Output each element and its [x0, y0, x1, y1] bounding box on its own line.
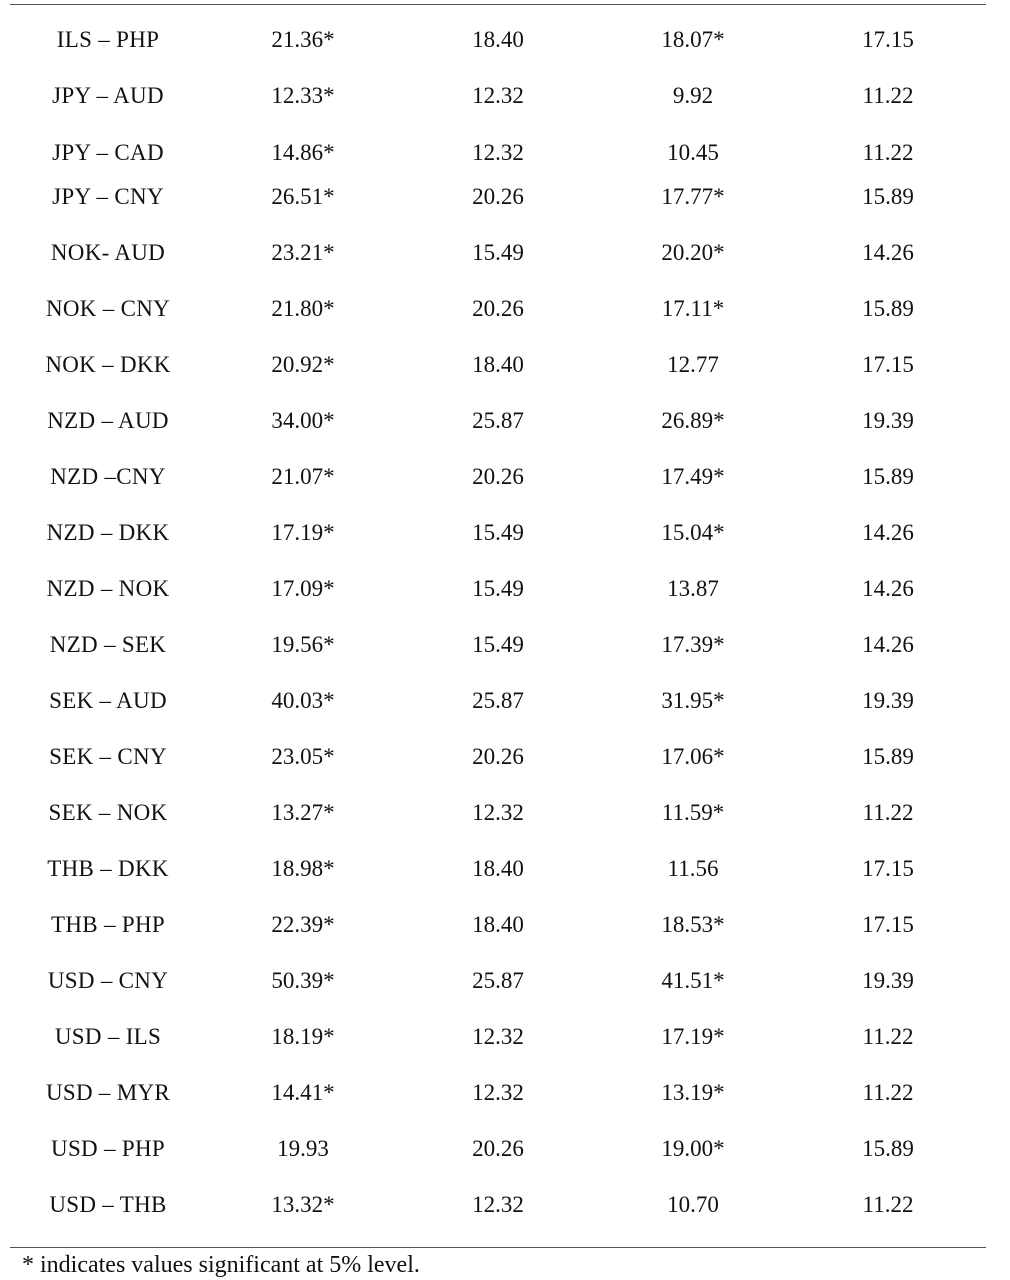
critical-value-1-cell: 12.32: [472, 1192, 524, 1217]
table-row: [0, 459, 1010, 495]
critical-value-2-cell: 11.22: [862, 1080, 914, 1105]
critical-value-2-cell: 19.39: [862, 968, 914, 993]
statistic-1-cell: 17.09*: [271, 576, 335, 601]
statistic-1-cell: 19.56*: [271, 632, 335, 657]
statistic-1-cell: 18.98*: [271, 856, 335, 881]
critical-value-1-cell: 12.32: [472, 800, 524, 825]
critical-value-1-cell: 12.32: [472, 1024, 524, 1049]
statistic-1-cell: 12.33*: [271, 83, 335, 108]
table-row: [0, 291, 1010, 327]
critical-value-1-cell: 12.32: [472, 140, 524, 165]
critical-value-2-cell: 17.15: [862, 27, 914, 52]
currency-pair-cell: SEK – AUD: [49, 688, 167, 713]
critical-value-1-cell: 15.49: [472, 576, 524, 601]
critical-value-2-cell: 15.89: [862, 184, 914, 209]
table-row: [0, 347, 1010, 383]
statistic-1-cell: 21.36*: [271, 27, 335, 52]
critical-value-1-cell: 20.26: [472, 184, 524, 209]
statistic-2-cell: 11.56: [667, 856, 719, 881]
significance-footnote: * indicates values significant at 5% level.: [22, 1252, 420, 1278]
statistic-2-cell: 9.92: [672, 83, 714, 108]
statistic-2-cell: 17.77*: [661, 184, 725, 209]
statistic-1-cell: 13.32*: [271, 1192, 335, 1217]
currency-pair-cell: NZD – NOK: [46, 576, 170, 601]
table-row: [0, 235, 1010, 271]
critical-value-1-cell: 20.26: [472, 296, 524, 321]
critical-value-1-cell: 25.87: [472, 408, 524, 433]
critical-value-1-cell: 20.26: [472, 464, 524, 489]
statistic-2-cell: 18.07*: [661, 27, 725, 52]
table-row: [0, 1019, 1010, 1055]
statistic-2-cell: 31.95*: [661, 688, 725, 713]
currency-pair-cell: NOK – CNY: [45, 296, 171, 321]
currency-pair-cell: NZD – SEK: [49, 632, 167, 657]
currency-pair-cell: NZD – DKK: [46, 520, 170, 545]
currency-pair-cell: ILS – PHP: [56, 27, 160, 52]
statistic-2-cell: 26.89*: [661, 408, 725, 433]
currency-pair-cell: USD – ILS: [54, 1024, 162, 1049]
statistic-2-cell: 20.20*: [661, 240, 725, 265]
statistic-2-cell: 13.19*: [661, 1080, 725, 1105]
critical-value-2-cell: 17.15: [862, 912, 914, 937]
critical-value-2-cell: 15.89: [862, 744, 914, 769]
statistic-1-cell: 22.39*: [271, 912, 335, 937]
statistic-1-cell: 14.86*: [271, 140, 335, 165]
table-row: [0, 1075, 1010, 1111]
statistic-2-cell: 18.53*: [661, 912, 725, 937]
statistic-1-cell: 21.07*: [271, 464, 335, 489]
table-row: [0, 22, 1010, 58]
critical-value-1-cell: 25.87: [472, 968, 524, 993]
statistic-1-cell: 20.92*: [271, 352, 335, 377]
table-row: [0, 403, 1010, 439]
statistic-2-cell: 17.19*: [661, 1024, 725, 1049]
currency-pair-cell: USD – THB: [49, 1192, 167, 1217]
statistic-2-cell: 15.04*: [661, 520, 725, 545]
statistic-1-cell: 19.93: [277, 1136, 329, 1161]
critical-value-2-cell: 14.26: [862, 576, 914, 601]
statistic-2-cell: 17.49*: [661, 464, 725, 489]
critical-value-2-cell: 11.22: [862, 83, 914, 108]
critical-value-2-cell: 15.89: [862, 296, 914, 321]
critical-value-2-cell: 14.26: [862, 632, 914, 657]
statistic-1-cell: 40.03*: [271, 688, 335, 713]
statistic-1-cell: 14.41*: [271, 1080, 335, 1105]
statistic-2-cell: 19.00*: [661, 1136, 725, 1161]
table-row: [0, 179, 1010, 215]
table-row: [0, 795, 1010, 831]
table-row: [0, 683, 1010, 719]
critical-value-2-cell: 15.89: [862, 1136, 914, 1161]
currency-pair-cell: NOK – DKK: [45, 352, 171, 377]
statistic-2-cell: 10.45: [667, 140, 719, 165]
critical-value-1-cell: 15.49: [472, 632, 524, 657]
statistic-1-cell: 26.51*: [271, 184, 335, 209]
statistic-2-cell: 12.77: [667, 352, 719, 377]
table-row: [0, 571, 1010, 607]
table-row: [0, 627, 1010, 663]
critical-value-2-cell: 19.39: [862, 408, 914, 433]
critical-value-1-cell: 18.40: [472, 352, 524, 377]
statistic-1-cell: 34.00*: [271, 408, 335, 433]
statistic-2-cell: 11.59*: [661, 800, 725, 825]
currency-pair-cell: NZD –CNY: [50, 464, 166, 489]
statistic-1-cell: 23.05*: [271, 744, 335, 769]
currency-pair-cell: USD – MYR: [45, 1080, 171, 1105]
critical-value-2-cell: 17.15: [862, 856, 914, 881]
critical-value-1-cell: 18.40: [472, 27, 524, 52]
statistic-2-cell: 41.51*: [661, 968, 725, 993]
statistic-2-cell: 10.70: [667, 1192, 719, 1217]
statistic-1-cell: 23.21*: [271, 240, 335, 265]
critical-value-2-cell: 17.15: [862, 352, 914, 377]
table-row: [0, 515, 1010, 551]
currency-pair-cell: THB – DKK: [47, 856, 169, 881]
currency-pair-cell: SEK – CNY: [49, 744, 167, 769]
critical-value-2-cell: 19.39: [862, 688, 914, 713]
table-row: [0, 1131, 1010, 1167]
table-bottom-rule: [10, 1247, 986, 1248]
table-row: [0, 963, 1010, 999]
statistic-2-cell: 17.39*: [661, 632, 725, 657]
currency-pair-cell: USD – CNY: [47, 968, 169, 993]
critical-value-2-cell: 11.22: [862, 1192, 914, 1217]
table-row: [0, 135, 1010, 171]
critical-value-2-cell: 11.22: [862, 140, 914, 165]
statistic-1-cell: 21.80*: [271, 296, 335, 321]
critical-value-1-cell: 25.87: [472, 688, 524, 713]
critical-value-1-cell: 18.40: [472, 856, 524, 881]
critical-value-2-cell: 11.22: [862, 800, 914, 825]
table-row: [0, 851, 1010, 887]
critical-value-1-cell: 20.26: [472, 1136, 524, 1161]
statistic-1-cell: 50.39*: [271, 968, 335, 993]
table-row: [0, 907, 1010, 943]
statistic-1-cell: 17.19*: [271, 520, 335, 545]
critical-value-1-cell: 12.32: [472, 83, 524, 108]
critical-value-2-cell: 15.89: [862, 464, 914, 489]
critical-value-1-cell: 15.49: [472, 240, 524, 265]
statistic-2-cell: 13.87: [667, 576, 719, 601]
critical-value-2-cell: 14.26: [862, 520, 914, 545]
currency-pair-cell: SEK – NOK: [48, 800, 168, 825]
table-row: [0, 739, 1010, 775]
statistic-1-cell: 13.27*: [271, 800, 335, 825]
statistic-1-cell: 18.19*: [271, 1024, 335, 1049]
critical-value-1-cell: 15.49: [472, 520, 524, 545]
critical-value-2-cell: 14.26: [862, 240, 914, 265]
statistic-2-cell: 17.11*: [661, 296, 725, 321]
table-row: [0, 78, 1010, 114]
currency-pair-cell: NZD – AUD: [47, 408, 169, 433]
critical-value-1-cell: 12.32: [472, 1080, 524, 1105]
currency-pair-cell: JPY – AUD: [52, 83, 164, 108]
table-row: [0, 1187, 1010, 1223]
critical-value-1-cell: 20.26: [472, 744, 524, 769]
currency-pair-cell: JPY – CNY: [52, 184, 164, 209]
currency-pair-cell: THB – PHP: [51, 912, 165, 937]
currency-pair-cell: NOK- AUD: [50, 240, 166, 265]
statistic-2-cell: 17.06*: [661, 744, 725, 769]
currency-pair-cell: USD – PHP: [51, 1136, 165, 1161]
currency-pair-cell: JPY – CAD: [52, 140, 164, 165]
critical-value-1-cell: 18.40: [472, 912, 524, 937]
critical-value-2-cell: 11.22: [862, 1024, 914, 1049]
